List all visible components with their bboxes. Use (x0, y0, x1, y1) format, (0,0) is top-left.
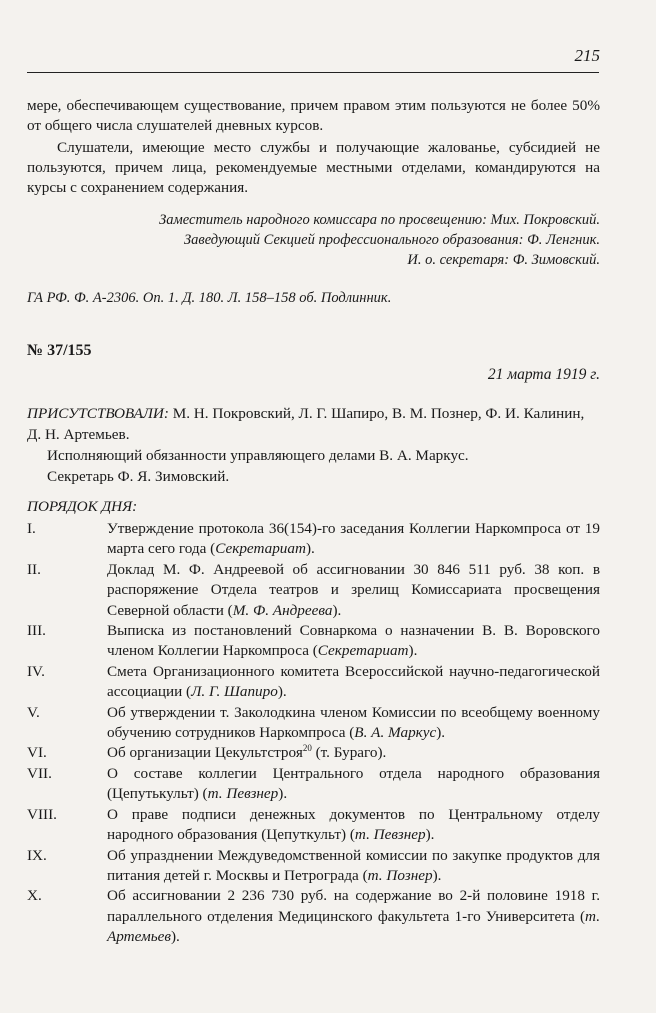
agenda-item (27, 560, 600, 621)
agenda-item-text (107, 886, 600, 947)
agenda-item (27, 703, 600, 744)
agenda-item-number: IV. (27, 662, 45, 680)
agenda-item-body: Об упразднении Междуведомственной комиссии по закупке продуктов для питания детей г. Москвы и Петрограда ( (107, 846, 600, 884)
agenda-item (27, 846, 600, 887)
agenda-item-number: I. (27, 520, 36, 537)
agenda-item-number: II. (27, 560, 41, 578)
agenda-item (27, 886, 600, 947)
agenda-item-number: X. (27, 887, 42, 905)
agenda-list (27, 519, 600, 948)
agenda-item-number: VIII. (27, 805, 57, 823)
agenda-item-number: IX. (27, 846, 47, 864)
agenda-item-text (107, 621, 600, 662)
agenda-item-speaker: Секретариат (215, 540, 306, 558)
agenda-title: ПОРЯДОК ДНЯ: (27, 498, 138, 515)
agenda-item-speaker: Л. Г. Шапиро (191, 683, 278, 701)
agenda-item-number: VI. (27, 744, 47, 762)
agenda-item-body: Выписка из постановлений Совнаркома о назначении В. В. Воровского членом Коллегии Наркомпроса ( (107, 622, 600, 660)
agenda-item-body: Утверждение протокола 36(154)-го заседания Коллегии Наркомпроса от 19 марта сего года ( (107, 520, 600, 558)
agenda-item-text (107, 764, 600, 805)
agenda-item-number: V. (27, 703, 40, 721)
agenda-item-text (107, 743, 600, 763)
agenda-item-speaker: В. А. Маркус (354, 724, 437, 742)
agenda-item-text (107, 519, 600, 560)
agenda-item-speaker: т. Познер (367, 866, 433, 884)
signature-deputy-commissar: Заместитель народного комиссара по просвещению: Мих. Покровский. (159, 212, 600, 228)
signature-section-head: Заведующий Секцией профессионального образования: Ф. Ленгник. (184, 232, 600, 248)
agenda-item-text (107, 703, 600, 744)
acting-manager: Исполняющий обязанности управляющего делами В. А. Маркус. (47, 447, 469, 464)
agenda-item-body: Доклад М. Ф. Андреевой об ассигновании 30 846 511 руб. 38 коп. в распоряжение Отдела театров и зрелищ Комиссариата просвещения Северной области ( (107, 560, 600, 619)
agenda-item-tail: ). (436, 724, 446, 742)
signature-secretary: И. о. секретаря: Ф. Зимовский. (407, 252, 600, 268)
paragraph-2: Слушатели, имеющие место службы и получающие жалованье, субсидией не пользуются, причем лица, рекомендуемые местными отделами, командируются на курсы с сохранением содержания. (27, 139, 600, 196)
agenda-item-tail: ). (332, 601, 342, 619)
agenda-item-body-cont: (т. Бураго). (311, 744, 387, 762)
agenda-item-body: Смета Организационного комитета Всероссийской научно-педагогической ассоциации ( (107, 662, 600, 701)
agenda-item-body: Об утверждении т. Заколодкина членом Комиссии по всеобщему военному обучению сотрудников Наркомпроса ( (107, 703, 600, 742)
header-rule (27, 72, 599, 73)
agenda-item-speaker: М. Ф. Андреева (232, 601, 333, 619)
agenda-item-tail: ). (170, 928, 180, 946)
document-number: № 37/155 (27, 342, 92, 359)
agenda-item-text (107, 662, 600, 703)
footnote-ref: 20 (302, 743, 312, 754)
agenda-item-speaker: Секретариат (317, 642, 409, 660)
attendees-block (27, 403, 600, 487)
agenda-item-body: Об ассигновании 2 236 730 руб. на содержание во 2-й половине 1918 г. параллельного отделения Медицинского факультета 1-го Университета ( (107, 887, 600, 925)
agenda-item-body: Об организации Цекультстроя (107, 744, 303, 762)
agenda-item-body: О составе коллегии Центрального отдела народного образования (Цепутькульт) ( (107, 764, 600, 803)
agenda-item-text (107, 805, 600, 846)
agenda-item (27, 743, 600, 763)
document-date: 21 марта 1919 г. (487, 366, 600, 383)
agenda-item (27, 764, 600, 805)
agenda-item-number: VII. (27, 764, 52, 782)
archive-reference: ГА РФ. Ф. А-2306. Оп. 1. Д. 180. Л. 158–158 об. Подлинник. (27, 290, 392, 306)
agenda-item-tail: ). (278, 785, 288, 803)
agenda-item (27, 621, 600, 662)
agenda-item-text (107, 846, 600, 887)
agenda-item-speaker: т. Певзнер (354, 826, 426, 844)
secretary: Секретарь Ф. Я. Зимовский. (47, 468, 230, 485)
agenda-item (27, 662, 600, 703)
agenda-item-body: О праве подписи денежных документов по Центральному отделу народного образования (Цепуткульт) ( (107, 805, 600, 844)
agenda-item-speaker: т. Артемьев (107, 907, 600, 946)
agenda-item-number: III. (27, 622, 46, 640)
page-number: 215 (574, 46, 600, 65)
agenda-item-tail: ). (277, 683, 287, 701)
agenda-item (27, 519, 600, 560)
agenda-item (27, 805, 600, 846)
agenda-item-tail: ). (408, 642, 418, 660)
agenda-item-text (107, 560, 600, 621)
agenda-item-tail: ). (425, 826, 435, 844)
attendees-lead: ПРИСУТСТВОВАЛИ: (27, 405, 169, 422)
paragraph-1: мере, обеспечивающем существование, причем правом этим пользуются не более 50% от общего числа слушателей дневных курсов. (27, 97, 600, 134)
attendees-names: М. Н. Покровский, Л. Г. Шапиро, В. М. Познер, Ф. И. Калинин, Д. Н. Артемьев. (27, 405, 585, 443)
signature-block (27, 210, 600, 270)
agenda-item-speaker: т. Певзнер (207, 785, 279, 803)
agenda-item-tail: ). (305, 540, 315, 558)
agenda-item-tail: ). (432, 866, 442, 884)
